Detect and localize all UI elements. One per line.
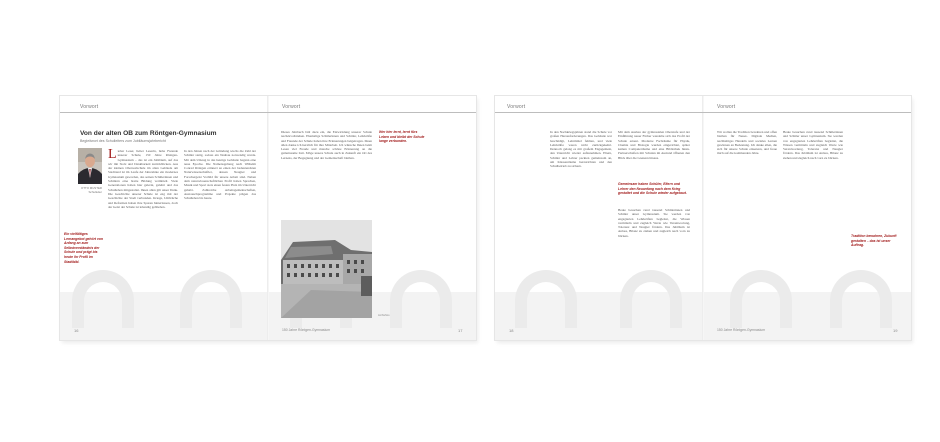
- header-rule: [495, 112, 911, 113]
- text-column-2: In den Jahren nach der Gründung wuchs die Zahl der Schüler stetig, sodass ein Neubau notwendig wurde. Mit dem Umzug in das heutige Gebäude begann eine neue Epoche. Die Namensgebung nach Wilhelm Conrad Röntgen erinnert an einen der bedeutendsten Naturwissenschaftler, dessen Neugier und Forschergeist Vorbild für unsere Arbeit sind. Neben dem naturwissenschaftlichen Profil haben Sprachen, Musik und Sport stets einen festen Platz im Unterricht gehabt. Zahlreiche Arbeitsgemeinschaften, Austauschprogramme und Projekte prägen das Schulleben bis heute.: [184, 149, 256, 201]
- page-number-right: 19: [893, 328, 898, 333]
- pull-quote-mid: Gemeinsam haben Schüler, Eltern und Lehrer den Neuanfang nach dem Krieg gestaltet und die Schule wieder aufgebaut.: [618, 182, 687, 196]
- portrait-caption: OTTO MUSTER Schulleiter: [81, 186, 102, 194]
- article-title: Von der alten OB zum Röntgen-Gymnasium: [80, 130, 217, 137]
- photo-caption: Archivfoto: [378, 314, 390, 317]
- pull-quote-left: Ein vielfältiges Lernangebot gehört von Anfang an zum Selbstverständnis der Schule und prägt bis heute ihr Profil im Stadtbild.: [64, 232, 103, 264]
- pull-quote-right: Wer hier lernt, lernt fürs Leben und bleibt der Schule lange verbunden.: [379, 130, 425, 144]
- text-column-1: L ieber Leser, lieber Leserin, liebe Freunde unserer Schule, 150 Jahre Röntgen-Gymnasium – das ist ein Jubiläum, auf das wir mit Stolz und Dankbarkeit zurückblicken. Aus der kleinen Oberrealschule im alten Gebäude am Stadtrand ist im Laufe der Jahrzehnte ein modernes Gymnasium geworden, das seinen Schülerinnen und Schülern eine breite Bildung vermittelt. Viele Generationen haben hier gelernt, gelehrt und das Schulleben mitgestaltet. Ihnen allen gilt unser Dank. Die Geschichte unserer Schule ist eng mit der Geschichte der Stadt verbunden. Kriege, Umbrüche und Reformen haben ihre Spuren hinterlassen, doch der Geist der Schule ist lebendig geblieben.: [108, 149, 178, 209]
- drop-cap: L: [108, 149, 117, 162]
- text-column-1: In den Nachkriegsjahren stand die Schule vor großen Herausforderungen. Das Gebäude war beschädigt, Lehrmittel fehlten, und viele Lehrkräfte waren nicht zurückgekehrt. Dennoch gelang es mit großem Engagement, den Unterricht wieder aufzunehmen. Eltern, Schüler und Lehrer packten gemeinsam an, um Klassenräume herzurichten und den Schulbetrieb zu sichern.: [550, 130, 612, 169]
- running-header-left: Vorwort: [80, 104, 99, 110]
- running-footer: 150 Jahre Röntgen-Gymnasium: [282, 328, 331, 332]
- running-footer: 150 Jahre Röntgen-Gymnasium: [717, 328, 766, 332]
- gutter-fold: [702, 96, 704, 340]
- text-column-3: Wir wollen die Tradition bewahren und offen bleiben für Neues. Digitale Medien, nachhaltiges Handeln und soziales Lernen gewinnen an Bedeutung. Ich danke allen, die sich für unsere Schule einsetzen, und freue mich auf die kommenden Jahre.: [717, 130, 777, 156]
- school-building-photo: [281, 220, 372, 318]
- running-header-left: Vorwort: [507, 104, 526, 110]
- page-number-right: 17: [458, 328, 463, 333]
- header-rule: [60, 112, 476, 113]
- watermark-arch: [390, 270, 452, 328]
- spread-right: [495, 96, 911, 340]
- text-column-3: Dieses Jahrbuch lädt dazu ein, die Entwicklung unserer Schule nachzuvollziehen. Ehemalige Schülerinnen und Schüler, Lehrkräfte und Freunde der Schule haben ihre Erinnerungen beigetragen. Ihnen allen danke ich herzlich für ihre Mitarbeit. Ich wünsche Ihnen beim Lesen viel Freude und manche schöne Erinnerung an die gemeinsame Zeit. Möge unsere Schule auch in Zukunft ein Ort des Lernens, der Begegnung und der Gemeinschaft bleiben.: [281, 130, 372, 160]
- article-subtitle: Begleitwort des Schulleiters zum Jubiläumsjahrbericht: [80, 139, 166, 143]
- text-column-2b: Heute besuchen rund tausend Schülerinnen und Schüler unser Gymnasium. Sie werden von engagierten Lehrkräften begleitet, die Wissen vermitteln und zugleich Werte wie Verantwortung, Toleranz und Neugier fördern. Das Jubiläum ist Anlass, Bilanz zu ziehen und zugleich nach vorn zu blicken.: [618, 208, 690, 238]
- text-column-4: Heute besuchen rund tausend Schülerinnen und Schüler unser Gymnasium. Sie werden von engagierten Lehrkräften begleitet, die Wissen vermitteln und zugleich Werte wie Verantwortung, Toleranz und Neugier fördern. Das Jubiläum ist Anlass, Bilanz zu ziehen und zugleich nach vorn zu blicken.: [783, 130, 843, 160]
- page-number-left: 16: [74, 328, 79, 333]
- pull-quote-right: Tradition bewahren, Zukunft gestalten – das ist unser Auftrag.: [851, 234, 897, 248]
- page-number-left: 18: [509, 328, 514, 333]
- running-header-right: Vorwort: [717, 104, 736, 110]
- spread-left: [60, 96, 476, 340]
- principal-portrait: [78, 148, 102, 184]
- running-header-right: Vorwort: [282, 104, 301, 110]
- text-column-2a: Mit dem Ausbau der gymnasialen Oberstufe und der Einführung neuer Fächer wandelte sich das Profil der Schule erneut. Moderne Fachräume für Physik, Chemie und Biologie wurden eingerichtet, später kamen Computerräume und eine Bibliothek hinzu. Partnerschaften mit Schulen im Ausland öffneten den Blick über die Grenzen hinaus.: [618, 130, 690, 160]
- gutter-fold: [267, 96, 269, 340]
